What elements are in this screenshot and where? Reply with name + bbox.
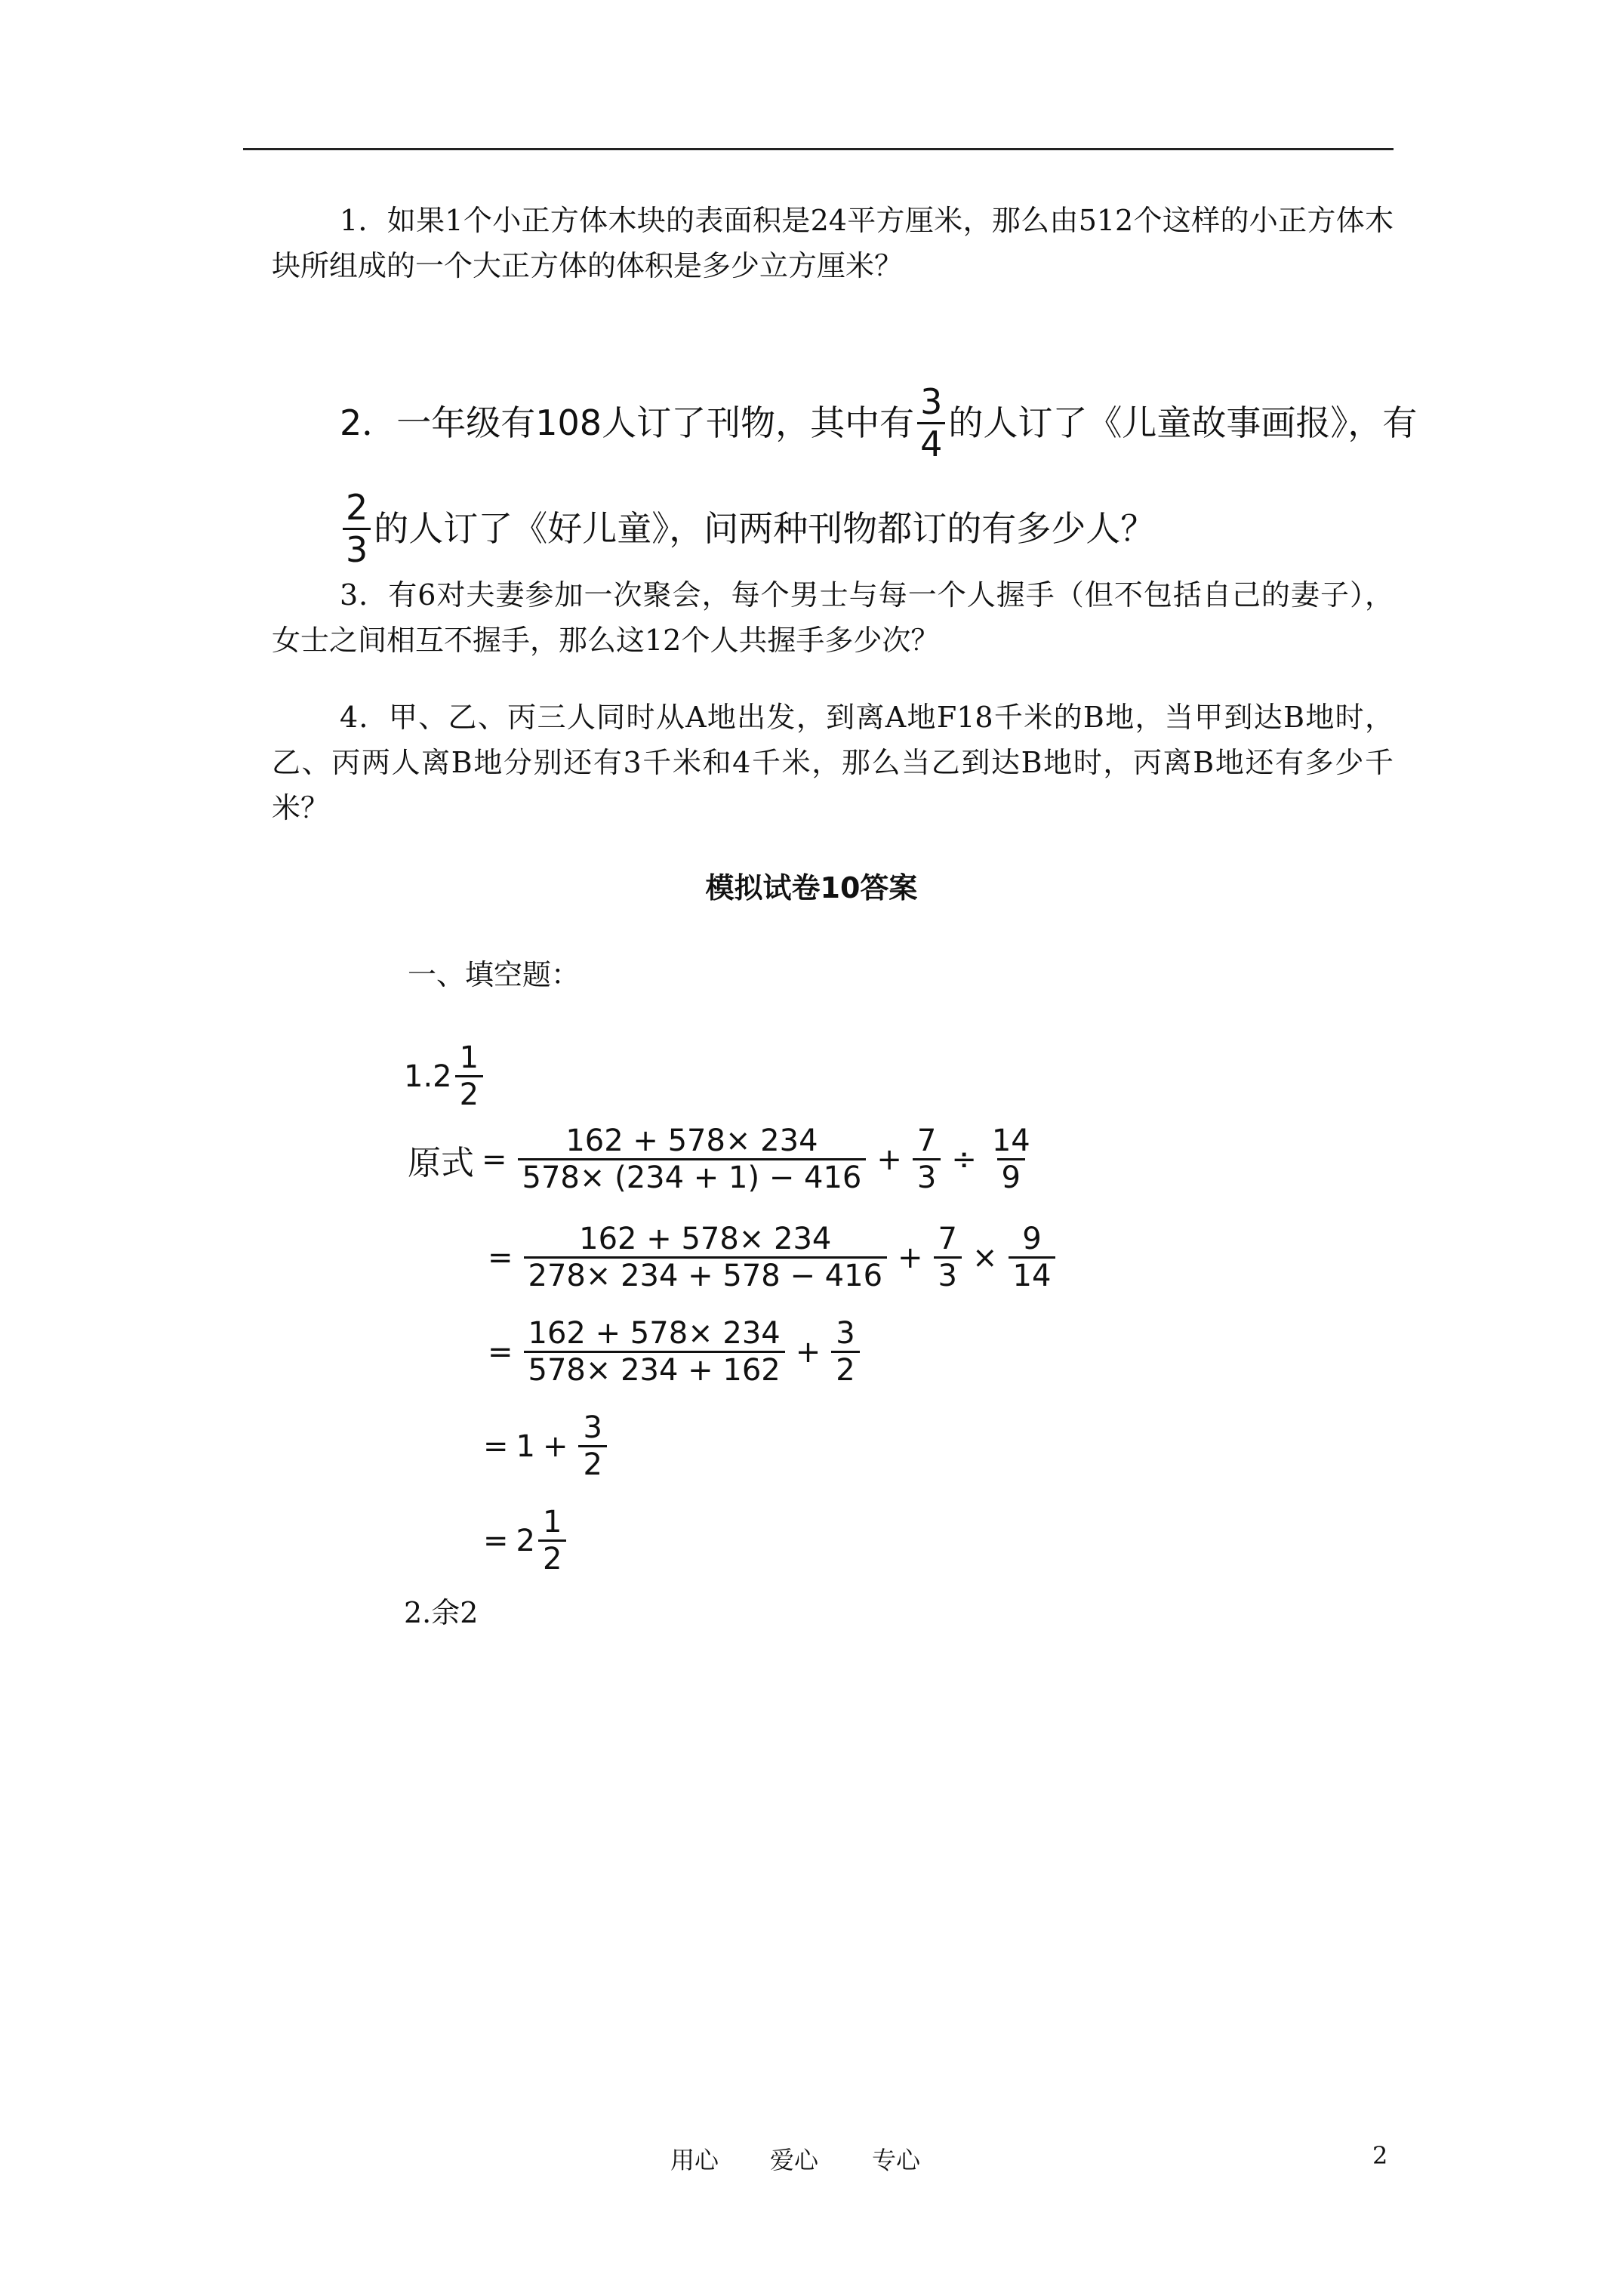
- calc-fraction: [524, 1318, 785, 1386]
- calc-fraction: [518, 1125, 867, 1194]
- equals-sign: =: [483, 1428, 509, 1464]
- answers-heading: 模拟试卷10答案: [705, 871, 918, 905]
- equals-sign: =: [488, 1334, 513, 1370]
- fraction-numerator: 7: [916, 1123, 937, 1158]
- fraction-denominator: 278× 234 + 578 − 416: [524, 1256, 888, 1292]
- calc-fraction: [1009, 1223, 1056, 1292]
- problem-2-text-b: 的人订了《儿童故事画报》，有: [948, 402, 1418, 443]
- answer-1: [404, 1042, 486, 1111]
- fraction-numerator: 3: [836, 1316, 855, 1351]
- fraction-numerator: 3: [920, 381, 943, 423]
- fraction-denominator: 3: [913, 1158, 941, 1194]
- calc-fraction: [934, 1223, 962, 1292]
- calc-label: 原式: [408, 1143, 474, 1182]
- plus-sign: +: [898, 1240, 923, 1275]
- calc-line-4: [476, 1412, 610, 1481]
- equals-sign: =: [488, 1240, 513, 1275]
- fraction-denominator: 2: [455, 1075, 483, 1111]
- equals-sign: =: [482, 1142, 507, 1177]
- calc-whole: 1: [516, 1428, 535, 1464]
- divide-sign: ÷: [951, 1142, 977, 1177]
- section-fill-blank: 一、填空题：: [408, 958, 581, 991]
- fraction-denominator: 2: [831, 1351, 859, 1386]
- problem-2-line-1: [340, 370, 1418, 476]
- calc-line-5: [476, 1506, 569, 1575]
- fraction-numerator: 162 + 578× 234: [579, 1222, 832, 1256]
- calc-fraction: [538, 1506, 566, 1575]
- problem-2-text-a: 2．一年级有108人订了刊物，其中有: [340, 402, 915, 443]
- answer-1-prefix: 1.2: [404, 1059, 452, 1094]
- fraction-numerator: 162 + 578× 234: [528, 1316, 781, 1351]
- fraction-two-thirds: [343, 489, 371, 568]
- plus-sign: +: [876, 1142, 902, 1177]
- calc-fraction: [578, 1412, 606, 1481]
- fraction-denominator: 578× (234 + 1) − 416: [518, 1158, 867, 1194]
- problem-1: 1．如果1个小正方体木块的表面积是24平方厘米，那么由512个这样的小正方体木块所组成的一个大正方体的体积是多少立方厘米？: [272, 204, 1394, 282]
- fraction-numerator: 3: [583, 1410, 602, 1445]
- fraction-denominator: 2: [538, 1539, 566, 1575]
- fraction-numerator: 14: [991, 1123, 1030, 1158]
- fraction-denominator: 14: [1009, 1256, 1056, 1292]
- fraction-denominator: 3: [934, 1256, 962, 1292]
- calc-fraction: [913, 1125, 941, 1194]
- problem-3: 3．有6对夫妻参加一次聚会，每个男士与每一个人握手（但不包括自己的妻子），女士之间相互不握手，那么这12个人共握手多少次？: [272, 578, 1394, 657]
- answer-1-fraction: [455, 1042, 483, 1111]
- problem-4: 4．甲、乙、丙三人同时从A地出发，到离A地F18千米的B地，当甲到达B地时，乙、丙两人离B地分别还有3千米和4千米，那么当乙到达B地时，丙离B地还有多少千米？: [272, 701, 1394, 824]
- fraction-denominator: 3: [343, 528, 371, 568]
- fraction-denominator: 9: [997, 1158, 1025, 1194]
- calc-fraction: [524, 1223, 888, 1292]
- footer-motto-3: 专心: [872, 2146, 921, 2174]
- answer-2: 2.余2: [404, 1596, 479, 1629]
- calc-fraction: [831, 1318, 859, 1386]
- plus-sign: +: [542, 1428, 568, 1464]
- calc-line-2: [480, 1223, 1058, 1292]
- footer-motto-1: 用心: [670, 2146, 719, 2174]
- times-sign: ×: [972, 1240, 998, 1275]
- fraction-numerator: 9: [1022, 1222, 1042, 1256]
- fraction-numerator: 2: [346, 487, 368, 529]
- calc-line-1: [408, 1125, 1038, 1194]
- header-rule: [243, 148, 1394, 150]
- calc-line-3: [480, 1318, 863, 1386]
- fraction-denominator: 578× 234 + 162: [524, 1351, 785, 1386]
- problem-2: [340, 370, 1418, 581]
- fraction-denominator: 2: [578, 1445, 606, 1481]
- fraction-numerator: 1: [459, 1040, 479, 1075]
- calc-fraction: [987, 1125, 1035, 1194]
- problem-2-text-c: 的人订了《好儿童》，问两种刊物都订的有多少人？: [374, 508, 1156, 549]
- equals-sign: =: [483, 1523, 509, 1558]
- fraction-numerator: 1: [542, 1505, 562, 1539]
- fraction-numerator: 162 + 578× 234: [565, 1123, 818, 1158]
- fraction-denominator: 4: [917, 422, 945, 462]
- page-number: 2: [1372, 2141, 1388, 2170]
- plus-sign: +: [795, 1334, 821, 1370]
- fraction-numerator: 7: [938, 1222, 957, 1256]
- fraction-three-quarters: [917, 381, 945, 464]
- problem-2-line-2: [340, 476, 1397, 581]
- footer-motto-2: 爱心: [770, 2146, 819, 2174]
- calc-whole: 2: [516, 1523, 535, 1558]
